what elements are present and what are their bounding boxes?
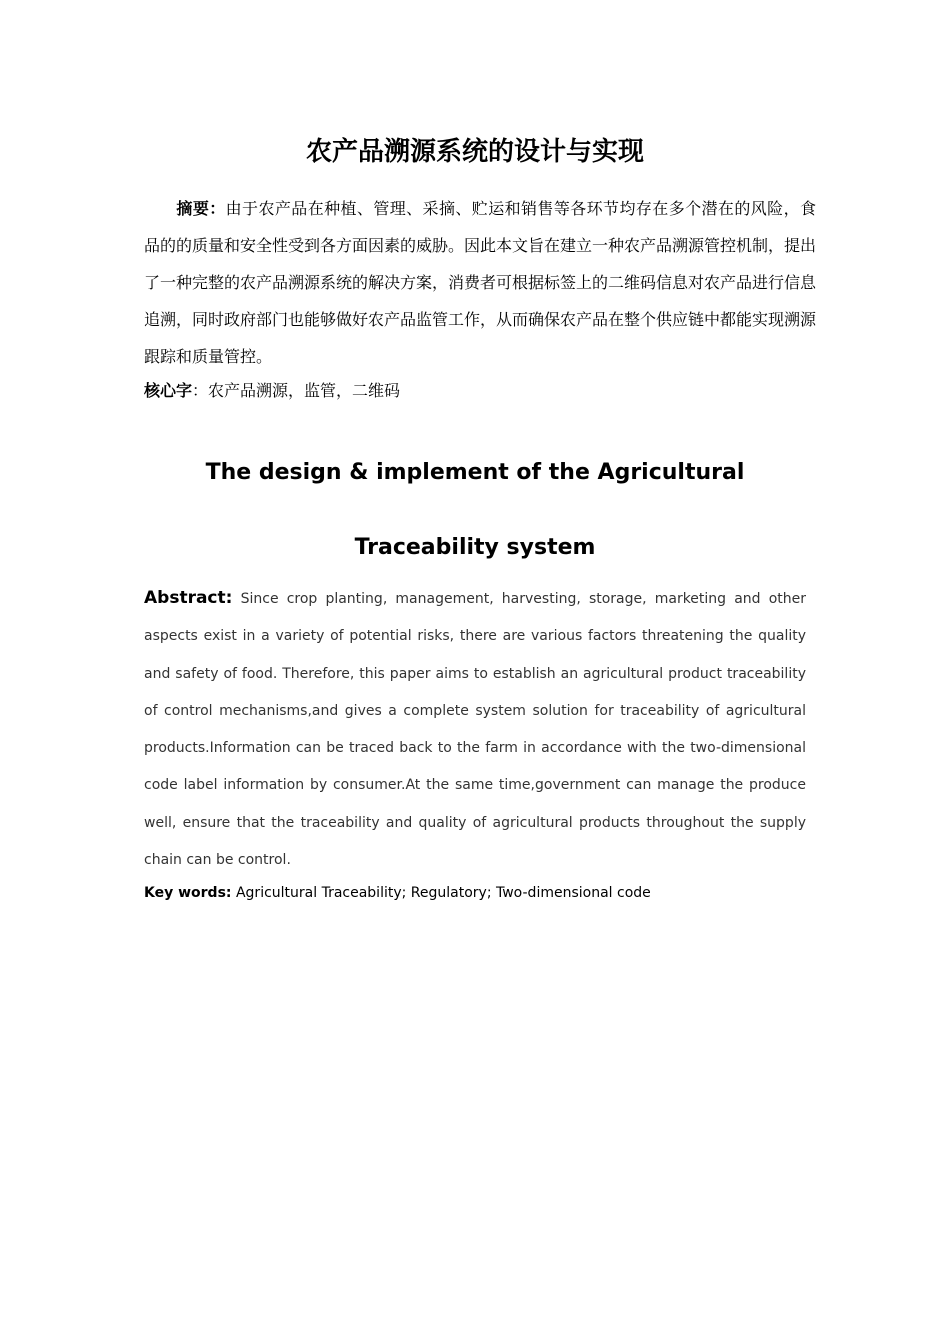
- chinese-title: 农产品溯源系统的设计与实现: [305, 137, 644, 167]
- chinese-abstract-label: 摘要：: [176, 199, 226, 218]
- chinese-keywords: [144, 376, 816, 406]
- chinese-abstract: [144, 190, 816, 375]
- english-keywords: [144, 879, 816, 907]
- english-abstract-label: Abstract:: [144, 588, 233, 608]
- chinese-abstract-text: 由于农产品在种植、管理、采摘、贮运和销售等各环节均存在多个潜在的风险，食品的的质量和安全性受到各方面因素的威胁。因此本文旨在建立一种农产品溯源管控机制，提出了一种完整的农产品溯源系统的解决方案，消费者可根据标签上的二维码信息对农产品进行信息追溯，同时政府部门也能够做好农产品监管工作，从而确保农产品在整个供应链中都能实现溯源跟踪和质量管控。: [144, 199, 817, 366]
- english-title-line-1: The design & implement of the Agricultural: [205, 460, 745, 485]
- english-abstract-text: Since crop planting, management, harvesting, storage, marketing and other aspects exist in a variety of potential risks, there are various factors threatening the quality and safety of food. Therefore, this paper aims to establish an agricultural product traceability of control mechanisms,and gives a complete system solution for traceability of agricultural products.Information can be traced back to the farm in accordance with the two-dimensional code label information by consumer.At the same time,government can manage the produce well, ensure that the traceability and quality of agricultural products throughout the supply chain can be control.: [144, 591, 806, 869]
- chinese-keywords-label: 核心字: [144, 381, 193, 400]
- english-abstract: [144, 580, 806, 879]
- english-keywords-text: Agricultural Traceability; Regulatory; Two-dimensional code: [235, 885, 651, 901]
- english-title-line-2: Traceability system: [354, 535, 596, 560]
- english-keywords-label: Key words:: [144, 885, 232, 901]
- chinese-keywords-text: ：农产品溯源，监管，二维码: [192, 381, 401, 400]
